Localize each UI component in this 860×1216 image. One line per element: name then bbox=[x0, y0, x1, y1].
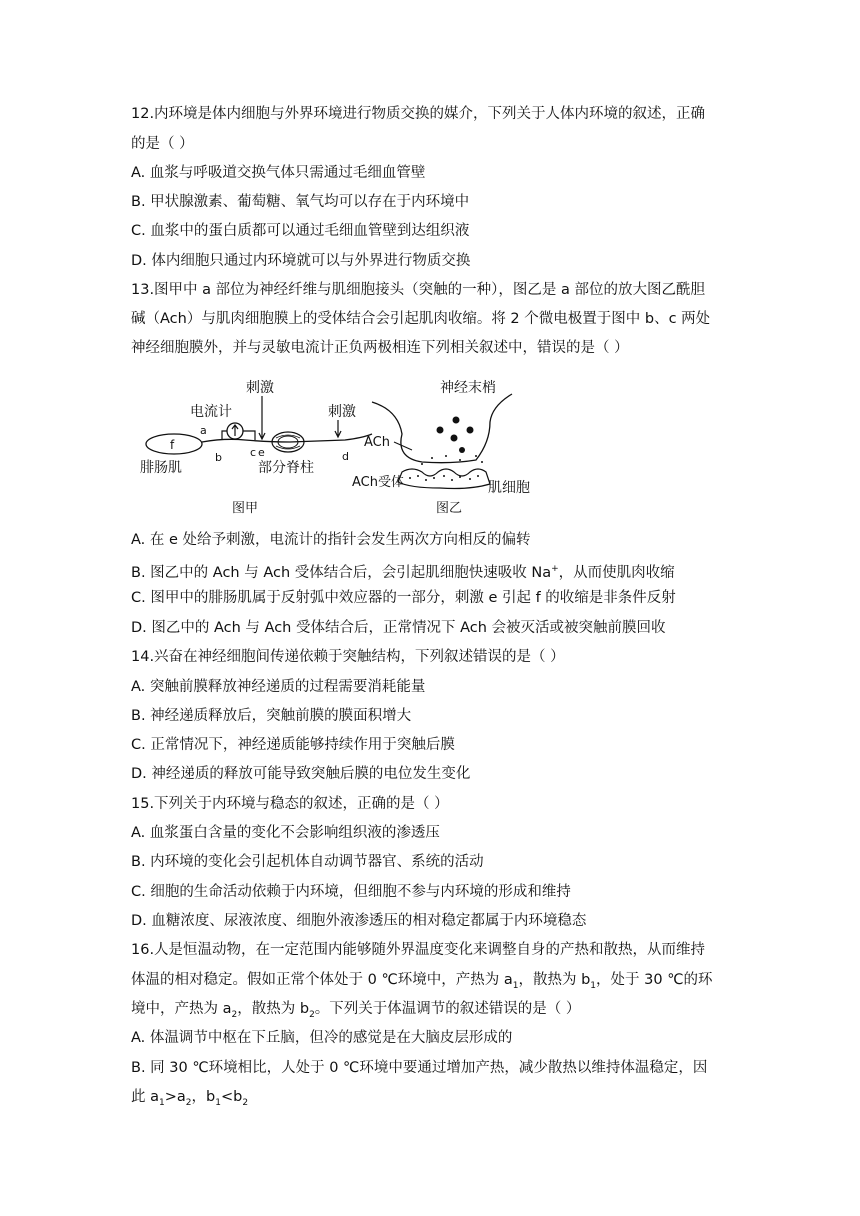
q13-option-c: C. 图甲中的腓肠肌属于反射弧中效应器的一部分，刺激 e 引起 f 的收缩是非条件反射 bbox=[131, 590, 676, 606]
q12-stem-line-2: 的是（ ） bbox=[131, 136, 194, 152]
label-stimulus-right: 刺激 bbox=[328, 404, 356, 420]
q15-option-a: A. 血浆蛋白含量的变化不会影响组织液的渗透压 bbox=[131, 825, 440, 841]
label-a: a bbox=[200, 424, 207, 437]
q14-option-b: B. 神经递质释放后，突触前膜的膜面积增大 bbox=[131, 708, 412, 724]
q16-option-b-line-1: B. 同 30 ℃环境相比，人处于 0 ℃环境中要通过增加产热，减少散热以维持体温稳定，因 bbox=[131, 1060, 708, 1076]
label-spine: 部分脊柱 bbox=[258, 460, 314, 476]
caption-yi: 图乙 bbox=[436, 501, 463, 516]
label-muscle: 腓肠肌 bbox=[140, 460, 182, 476]
label-b: b bbox=[215, 451, 222, 464]
q14-option-d: D. 神经递质的释放可能导致突触后膜的电位发生变化 bbox=[131, 766, 471, 782]
q13-stem-line-1: 13.图甲中 a 部位为神经纤维与肌细胞接头（突触的一种），图乙是 a 部位的放大图乙酰胆 bbox=[131, 282, 706, 298]
caption-jia: 图甲 bbox=[232, 501, 259, 516]
q12-option-d: D. 体内细胞只通过内环境就可以与外界进行物质交换 bbox=[131, 253, 471, 269]
label-muscle-cell: 肌细胞 bbox=[488, 480, 530, 496]
q16-stem-line-2: 体温的相对稳定。假如正常个体处于 0 ℃环境中，产热为 $a_1$，散热为 $b_1$，处于 30 ℃的环 bbox=[131, 972, 713, 991]
q16-option-a: A. 体温调节中枢在下丘脑，但冷的感觉是在大脑皮层形成的 bbox=[131, 1030, 513, 1046]
q13-stem-line-3: 神经细胞膜外，并与灵敏电流计正负两极相连下列相关叙述中，错误的是（ ） bbox=[131, 340, 629, 356]
stimulus-arrow-icon bbox=[259, 396, 265, 439]
vesicle-icon bbox=[453, 417, 460, 424]
q15-stem: 15.下列关于内环境与稳态的叙述，正确的是（ ） bbox=[131, 796, 449, 812]
receptor-dots bbox=[409, 455, 483, 481]
q12-option-a: A. 血浆与呼吸道交换气体只需通过毛细血管壁 bbox=[131, 165, 426, 181]
label-d: d bbox=[342, 450, 349, 463]
q13-figure bbox=[140, 372, 550, 522]
q13-stem-line-2: 碱（Ach）与肌肉细胞膜上的受体结合会引起肌肉收缩。将 2 个微电极置于图中 b、c 两处 bbox=[131, 311, 711, 327]
stimulus-right-arrow-icon bbox=[335, 420, 341, 437]
muscle-cell-membrane bbox=[398, 469, 490, 489]
q16-stem-line-3: 境中，产热为 $a_2$，散热为 $b_2$。下列关于体温调节的叙述错误的是（ ） bbox=[131, 1001, 581, 1020]
q15-option-b: B. 内环境的变化会引起机体自动调节器官、系统的活动 bbox=[131, 854, 484, 870]
label-receptor: ACh受体 bbox=[352, 475, 404, 490]
label-e: e bbox=[258, 446, 265, 459]
q16-option-b-line-2: 此 $a_1>a_2$，$b_1<b_2$ bbox=[131, 1089, 249, 1108]
label-nerve-ending: 神经末梢 bbox=[440, 380, 496, 396]
q14-option-c: C. 正常情况下，神经递质能够持续作用于突触后膜 bbox=[131, 737, 455, 753]
q12-option-c: C. 血浆中的蛋白质都可以通过毛细血管壁到达组织液 bbox=[131, 223, 470, 239]
q15-option-d: D. 血糖浓度、尿液浓度、细胞外液渗透压的相对稳定都属于内环境稳态 bbox=[131, 913, 587, 929]
label-ach: ACh bbox=[364, 435, 390, 450]
q15-option-c: C. 细胞的生命活动依赖于内环境，但细胞不参与内环境的形成和维持 bbox=[131, 884, 571, 900]
q12-option-b: B. 甲状腺激素、葡萄糖、氧气均可以存在于内环境中 bbox=[131, 194, 470, 210]
label-c: c bbox=[250, 446, 257, 459]
vesicle-icon bbox=[451, 435, 458, 442]
label-meter: 电流计 bbox=[190, 404, 232, 420]
q12-stem-line-1: 12.内环境是体内细胞与外界环境进行物质交换的媒介，下列关于人体内环境的叙述，正确 bbox=[131, 106, 706, 122]
q13-option-b: B. 图乙中的 Ach 与 Ach 受体结合后，会引起肌细胞快速吸收 Na+，从而使肌肉收缩 bbox=[131, 564, 675, 581]
vesicle-icon bbox=[459, 447, 465, 453]
q13-option-a: A. 在 e 处给予刺激，电流计的指针会发生两次方向相反的偏转 bbox=[131, 532, 531, 548]
figure-jia bbox=[140, 380, 372, 516]
q16-stem-line-1: 16.人是恒温动物，在一定范围内能够随外界温度变化来调整自身的产热和散热，从而维持 bbox=[131, 942, 706, 958]
vesicle-icon bbox=[467, 427, 474, 434]
q14-option-a: A. 突触前膜释放神经递质的过程需要消耗能量 bbox=[131, 679, 426, 695]
label-f: f bbox=[170, 438, 175, 452]
ach-pointer bbox=[394, 442, 412, 450]
vesicle-icon bbox=[437, 427, 444, 434]
q13-option-d: D. 图乙中的 Ach 与 Ach 受体结合后，正常情况下 Ach 会被灭活或被突触前膜回收 bbox=[131, 620, 666, 636]
label-stimulus-top: 刺激 bbox=[246, 380, 274, 396]
figure-yi bbox=[352, 379, 530, 516]
q14-stem: 14.兴奋在神经细胞间传递依赖于突触结构，下列叙述错误的是（ ） bbox=[131, 649, 565, 665]
